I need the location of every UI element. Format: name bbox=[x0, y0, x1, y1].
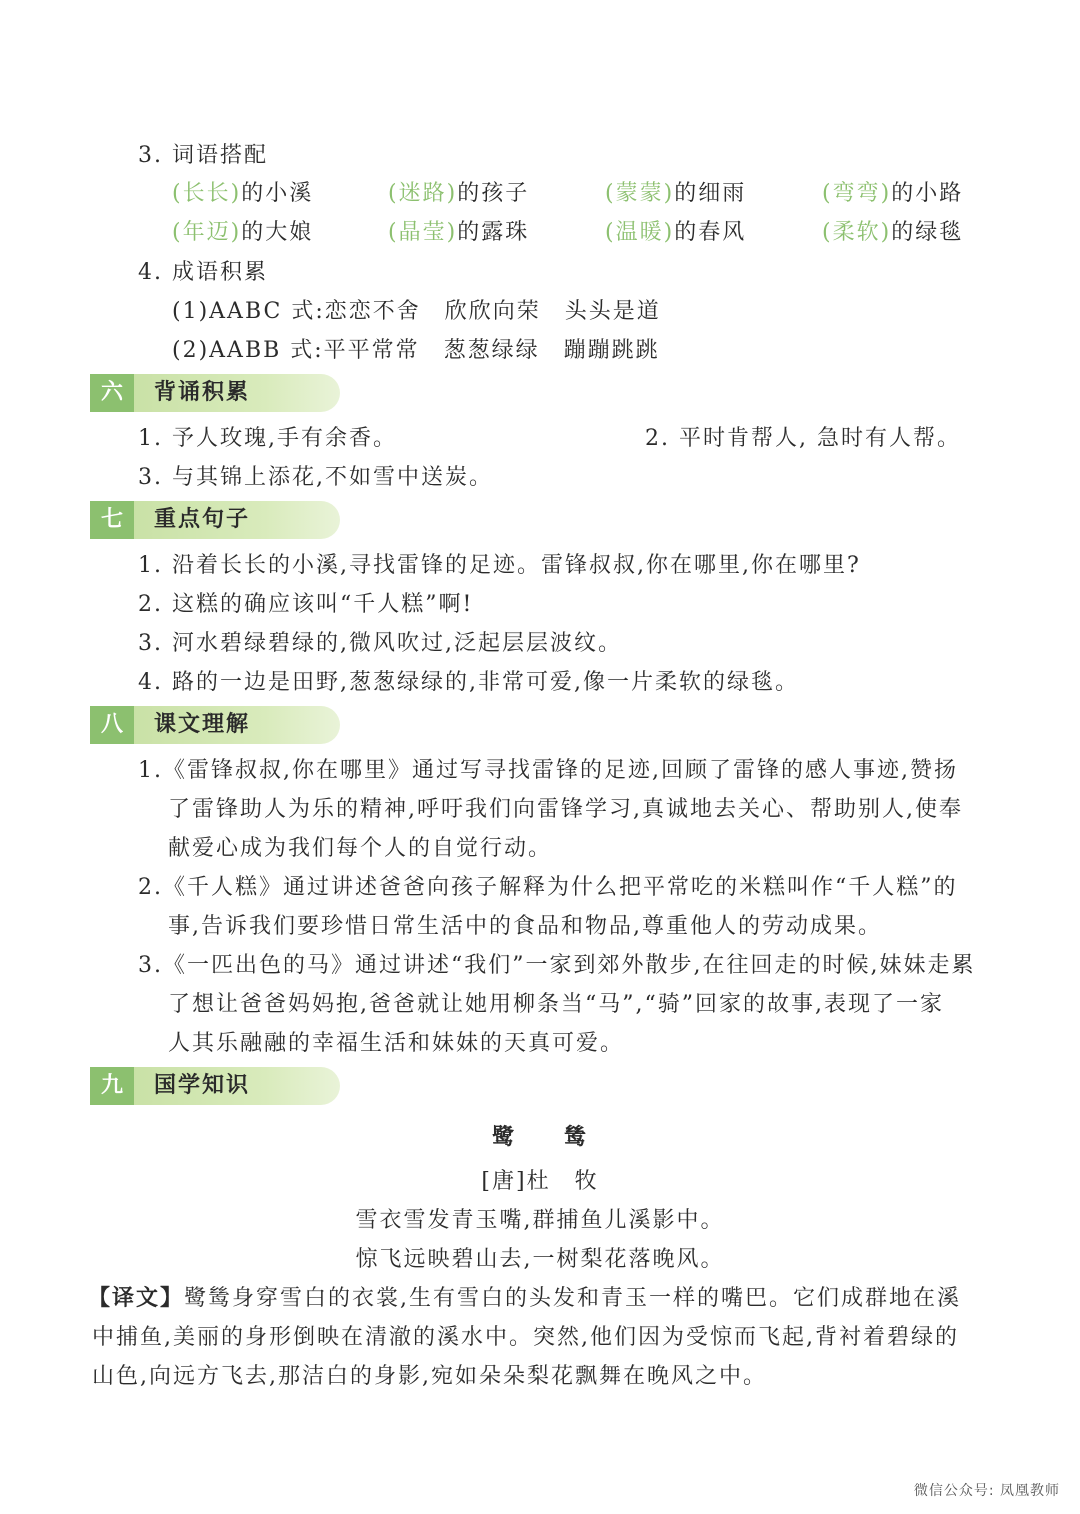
translation-label: 【译文】 bbox=[88, 1286, 185, 1311]
section-6-number: 六 bbox=[90, 374, 134, 412]
section-7-banner bbox=[90, 501, 340, 539]
recite-item: 3. 与其锦上添花,不如雪中送炭。 bbox=[138, 465, 493, 490]
section-9-number: 九 bbox=[90, 1067, 134, 1105]
section-6-title: 背诵积累 bbox=[154, 380, 251, 405]
comprehension-line: 人其乐融融的幸福生活和妹妹的天真可爱。 bbox=[168, 1031, 625, 1056]
section-8-number: 八 bbox=[90, 706, 134, 744]
collocation-item: (柔软)的绿毯 bbox=[822, 220, 964, 245]
section-7-title: 重点句子 bbox=[154, 507, 251, 532]
recite-item: 1. 予人玫瑰,手有余香。 bbox=[138, 426, 397, 451]
comprehension-line: 3.《一匹出色的马》通过讲述“我们”一家到郊外散步,在往回走的时候,妹妹走累 bbox=[138, 953, 976, 978]
section-3-heading: 3. 词语搭配 bbox=[138, 143, 268, 168]
idiom-line-aabb: (2)AABB 式:平平常常 葱葱绿绿 蹦蹦跳跳 bbox=[172, 338, 660, 363]
comprehension-line: 了想让爸爸妈妈抱,爸爸就让她用柳条当“马”,“骑”回家的故事,表现了一家 bbox=[168, 992, 944, 1017]
comprehension-line: 献爱心成为我们每个人的自觉行动。 bbox=[168, 836, 553, 861]
idiom-line-aabc: (1)AABC 式:恋恋不舍 欣欣向荣 头头是道 bbox=[172, 299, 661, 324]
comprehension-line: 了雷锋助人为乐的精神,呼吁我们向雷锋学习,真诚地去关心、帮助别人,使奉 bbox=[168, 797, 963, 822]
recite-item: 2. 平时肯帮人, 急时有人帮。 bbox=[645, 426, 961, 451]
poem-line: 惊飞远映碧山去,一树梨花落晚风。 bbox=[355, 1247, 725, 1272]
section-4-heading: 4. 成语积累 bbox=[138, 260, 268, 285]
key-sentence: 4. 路的一边是田野,葱葱绿绿的,非常可爱,像一片柔软的绿毯。 bbox=[138, 670, 799, 695]
collocation-item: (迷路)的孩子 bbox=[388, 181, 530, 206]
key-sentence: 2. 这糕的确应该叫“千人糕”啊! bbox=[138, 592, 474, 617]
footer-watermark: 微信公众号: 凤凰教师 bbox=[913, 1483, 1060, 1499]
collocation-item: (晶莹)的露珠 bbox=[388, 220, 530, 245]
comprehension-line: 事,告诉我们要珍惜日常生活中的食品和物品,尊重他人的劳动成果。 bbox=[168, 914, 882, 939]
section-8-title: 课文理解 bbox=[154, 712, 251, 737]
poem-line: 雪衣雪发青玉嘴,群捕鱼儿溪影中。 bbox=[355, 1208, 725, 1233]
translation-line: 山色,向远方飞去,那洁白的身影,宛如朵朵梨花飘舞在晚风之中。 bbox=[92, 1364, 767, 1389]
section-6-banner bbox=[90, 374, 340, 412]
comprehension-line: 1.《雷锋叔叔,你在哪里》通过写寻找雷锋的足迹,回顾了雷锋的感人事迹,赞扬 bbox=[138, 758, 958, 783]
key-sentence: 3. 河水碧绿碧绿的,微风吹过,泛起层层波纹。 bbox=[138, 631, 622, 656]
collocation-item: (长长)的小溪 bbox=[172, 181, 314, 206]
collocation-item: (温暖)的春风 bbox=[605, 220, 747, 245]
collocation-item: (弯弯)的小路 bbox=[822, 181, 964, 206]
comprehension-line: 2.《千人糕》通过讲述爸爸向孩子解释为什么把平常吃的米糕叫作“千人糕”的 bbox=[138, 875, 958, 900]
poem-title: 鹭 鸶 bbox=[491, 1125, 588, 1150]
translation-line: 中捕鱼,美丽的身形倒映在清澈的溪水中。突然,他们因为受惊而飞起,背衬着碧绿的 bbox=[92, 1325, 959, 1350]
poem-author: [唐]杜 牧 bbox=[481, 1169, 599, 1194]
section-9-banner bbox=[90, 1067, 340, 1105]
section-7-number: 七 bbox=[90, 501, 134, 539]
translation-line: 【译文】鹭鸶身穿雪白的衣裳,生有雪白的头发和青玉一样的嘴巴。它们成群地在溪 bbox=[88, 1286, 962, 1311]
collocation-item: (蒙蒙)的细雨 bbox=[605, 181, 747, 206]
collocation-item: (年迈)的大娘 bbox=[172, 220, 314, 245]
section-9-title: 国学知识 bbox=[154, 1073, 251, 1098]
section-8-banner bbox=[90, 706, 340, 744]
key-sentence: 1. 沿着长长的小溪,寻找雷锋的足迹。雷锋叔叔,你在哪里,你在哪里? bbox=[138, 553, 861, 578]
